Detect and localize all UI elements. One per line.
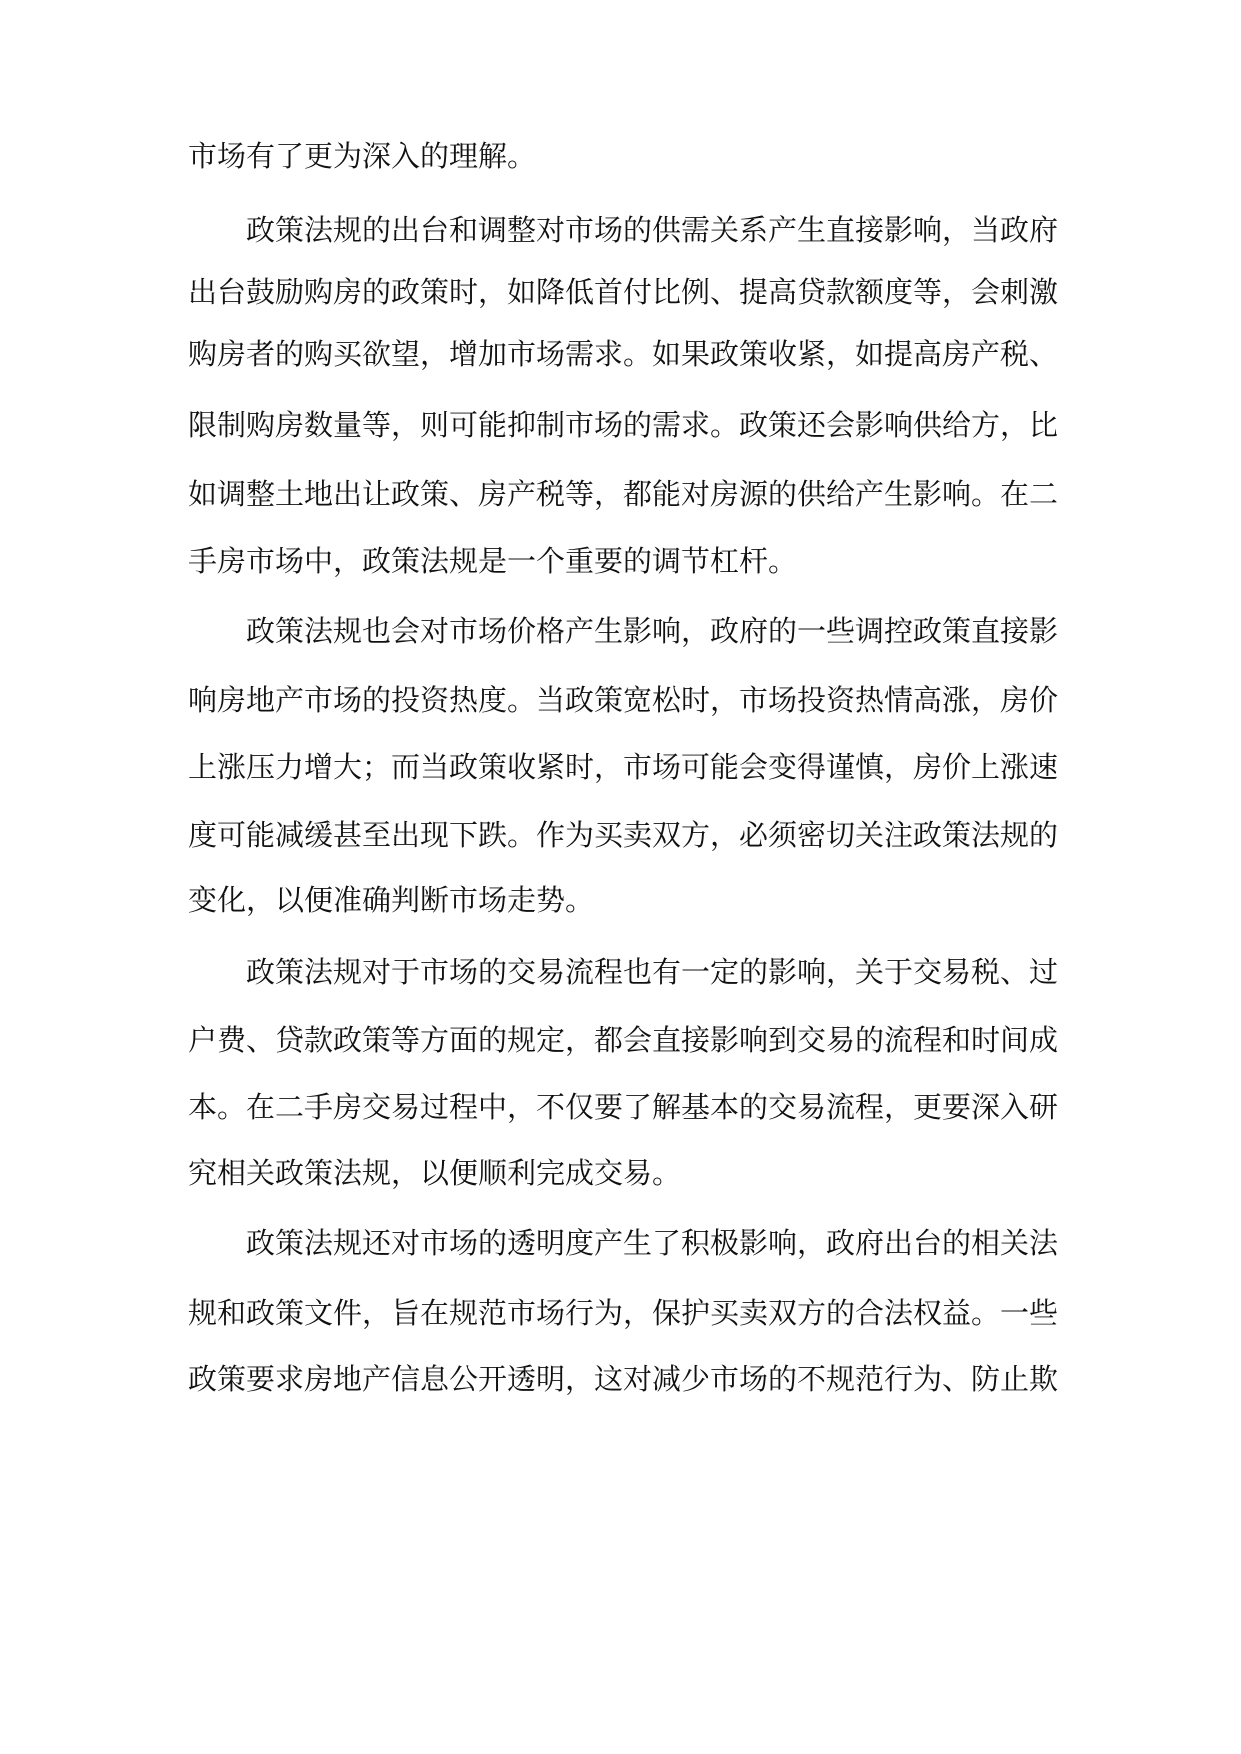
text-line: 规和政策文件，旨在规范市场行为，保护买卖双方的合法权益。一些 [188, 1296, 1059, 1330]
text-line: 市场有了更为深入的理解。 [188, 139, 537, 173]
text-line: 究相关政策法规，以便顺利完成交易。 [188, 1156, 682, 1190]
text-line: 手房市场中，政策法规是一个重要的调节杠杆。 [188, 544, 798, 578]
text-line: 度可能减缓甚至出现下跌。作为买卖双方，必须密切关注政策法规的 [188, 818, 1059, 852]
paragraph-first-line: 政策法规的出台和调整对市场的供需关系产生直接影响，当政府 [246, 213, 1059, 247]
text-line: 如调整土地出让政策、房产税等，都能对房源的供给产生影响。在二 [188, 477, 1059, 511]
text-line: 限制购房数量等，则可能抑制市场的需求。政策还会影响供给方，比 [188, 408, 1059, 442]
text-line: 响房地产市场的投资热度。当政策宽松时，市场投资热情高涨，房价 [188, 683, 1059, 717]
text-line: 购房者的购买欲望，增加市场需求。如果政策收紧，如提高房产税、 [188, 337, 1059, 371]
text-line: 本。在二手房交易过程中，不仅要了解基本的交易流程，更要深入研 [188, 1090, 1059, 1124]
paragraph-first-line: 政策法规还对市场的透明度产生了积极影响，政府出台的相关法 [246, 1226, 1059, 1260]
text-line: 户费、贷款政策等方面的规定，都会直接影响到交易的流程和时间成 [188, 1023, 1059, 1057]
paragraph-first-line: 政策法规对于市场的交易流程也有一定的影响，关于交易税、过 [246, 955, 1059, 989]
paragraph-first-line: 政策法规也会对市场价格产生影响，政府的一些调控政策直接影 [246, 614, 1059, 648]
text-line: 上涨压力增大；而当政策收紧时，市场可能会变得谨慎，房价上涨速 [188, 750, 1059, 784]
text-line: 变化，以便准确判断市场走势。 [188, 883, 595, 917]
text-line: 政策要求房地产信息公开透明，这对减少市场的不规范行为、防止欺 [188, 1362, 1059, 1396]
text-line: 出台鼓励购房的政策时，如降低首付比例、提高贷款额度等，会刺激 [188, 275, 1059, 309]
